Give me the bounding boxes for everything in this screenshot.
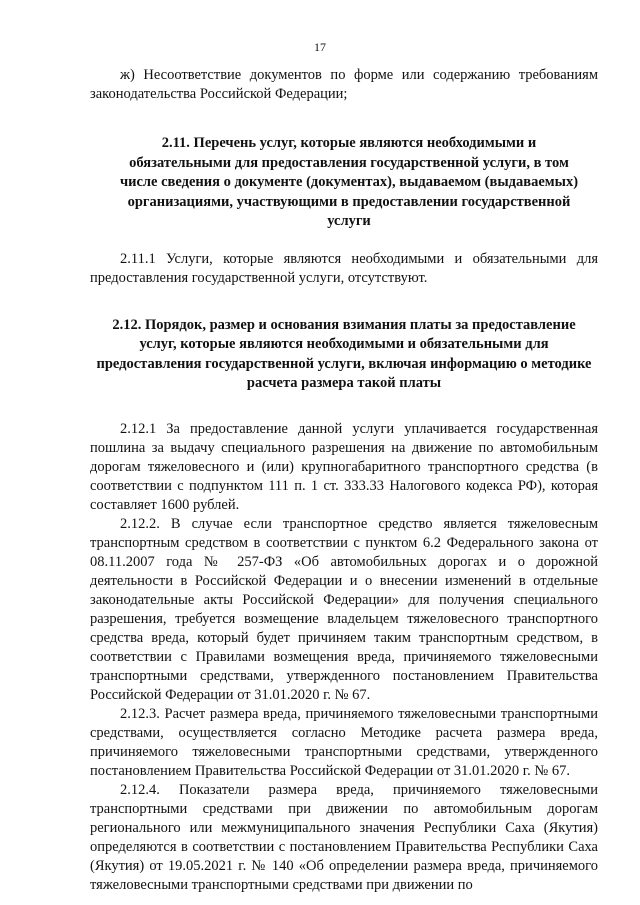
paragraph-zh-item: ж) Несоответствие документов по форме или содержанию требованиям законодательства Российской Федерации; — [90, 67, 598, 102]
paragraph-2-12-4: 2.12.4. Показатели размера вреда, причиняемого тяжеловесными транспортными средствами при движении по автомобильным дорогам регионального или межмуниципального значения Республики Саха (Якутия) определяются в соответствии с постановлением Правительства Республики Саха (Якутия) от 19.05.2021 г. № 140 «Об определении размера вреда, причиняемого тяжеловесными транспортными средствами при движении по — [90, 781, 598, 893]
paragraph-2-12-3: 2.12.3. Расчет размера вреда, причиняемого тяжеловесными транспортными средствами, осуществляется согласно Методике расчета размера вреда, причиняемого тяжеловесными транспортными средствами, утвержденного постановлением Правительства Российской Федерации от 31.01.2020 г. № 67. — [90, 705, 598, 779]
page-content — [90, 66, 598, 895]
paragraph-2-11-1: 2.11.1 Услуги, которые являются необходимыми и обязательными для предоставления государственной услуги, отсутствуют. — [90, 250, 598, 286]
page-number: 17 — [314, 40, 326, 54]
paragraph-2-12-2: 2.12.2. В случае если транспортное средство является тяжеловесным транспортным средством в соответствии с пунктом 6.2 Федерального закона от 08.11.2007 года № 257-ФЗ «Об автомобильных дорогах и о дорожной деятельности в Российской Федерации и о внесении изменений в отдельные законодательные акты Российской Федерации» для получения специального разрешения, требуется возмещение владельцем тяжеловесного транспортного средства вреда, который будет причиняем таким транспортным средством, в соответствии с Правилами возмещения вреда, причиняемого тяжеловесными транспортными средствами, утвержденного постановлением Правительства Российской Федерации от 31.01.2020 г. № 67. — [90, 515, 598, 703]
paragraph-2-12-1: 2.12.1 За предоставление данной услуги уплачивается государственная пошлина за выдачу специального разрешения на движение по автомобильным дорогам тяжеловесного и (или) крупногабаритного транспортного средства (в соответствии с подпунктом 111 п. 1 ст. 333.33 Налогового кодекса РФ), которая составляет 1600 рублей. — [90, 420, 598, 513]
heading-2-11: 2.11. Перечень услуг, которые являются необходимыми и обязательными для предоставления государственной услуги, в том числе сведения о документе (документах), выдаваемом (выдаваемых) организациями, участвующими в предоставлении государственной услуги — [119, 135, 579, 229]
heading-2-12: 2.12. Порядок, размер и основания взимания платы за предоставление услуг, которые являются необходимыми и обязательными для предоставления государственной услуги, включая информацию о методике расчета размера такой платы — [96, 316, 592, 391]
